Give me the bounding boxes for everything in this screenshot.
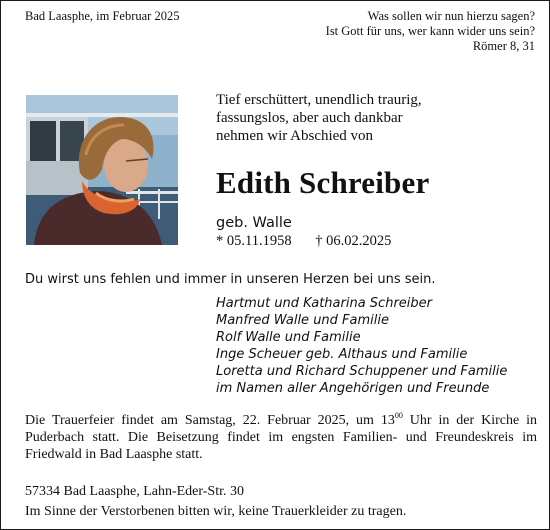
mourner-line: Hartmut und Katharina Schreiber xyxy=(216,296,432,311)
verse-line-1: Was sollen wir nun hierzu sagen? xyxy=(367,9,535,23)
mourners-list xyxy=(216,295,507,397)
intro-text xyxy=(216,91,422,145)
mourner-line: Rolf Walle und Familie xyxy=(216,330,361,345)
place-date: Bad Laasphe, im Februar 2025 xyxy=(25,9,180,23)
mourner-line: im Namen aller Angehörigen und Freunde xyxy=(216,381,490,396)
bible-verse xyxy=(326,9,535,54)
mourner-line: Inge Scheuer geb. Althaus und Familie xyxy=(216,347,468,362)
service-text-after: Uhr in der Kirche in Puderbach statt. Die Beisetzung findet im engsten Familien- und Freundeskreis im Friedwald in Bad Laasphe statt. xyxy=(25,413,537,462)
life-dates xyxy=(216,233,391,250)
verse-reference: Römer 8, 31 xyxy=(472,39,535,53)
verse-line-2: Ist Gott für uns, wer kann wider uns sein? xyxy=(325,24,535,38)
mourner-line: Loretta und Richard Schuppener und Familie xyxy=(216,364,508,379)
death-date: † 06.02.2025 xyxy=(315,233,392,249)
intro-line: Tief erschüttert, unendlich traurig, xyxy=(216,92,422,108)
intro-line: fassungslos, aber auch dankbar xyxy=(216,110,403,126)
service-text-before: Die Trauerfeier findet am Samstag, 22. Februar 2025, um 13 xyxy=(25,413,395,428)
service-time-superscript: 00 xyxy=(394,411,403,420)
address: 57334 Bad Laasphe, Lahn-Eder-Str. 30 xyxy=(25,484,244,499)
farewell-line: Du wirst uns fehlen und immer in unseren Herzen bei uns sein. xyxy=(25,272,436,287)
dress-code-note: Im Sinne der Verstorbenen bitten wir, keine Trauerkleider zu tragen. xyxy=(25,504,407,519)
mourner-line: Manfred Walle und Familie xyxy=(216,313,389,328)
deceased-name: Edith Schreiber xyxy=(216,165,430,200)
maiden-name: geb. Walle xyxy=(216,215,292,231)
birth-date: * 05.11.1958 xyxy=(216,233,292,249)
intro-line: nehmen wir Abschied von xyxy=(216,128,374,144)
portrait-photo xyxy=(26,95,178,245)
service-details xyxy=(25,412,537,463)
portrait-image xyxy=(26,95,178,245)
